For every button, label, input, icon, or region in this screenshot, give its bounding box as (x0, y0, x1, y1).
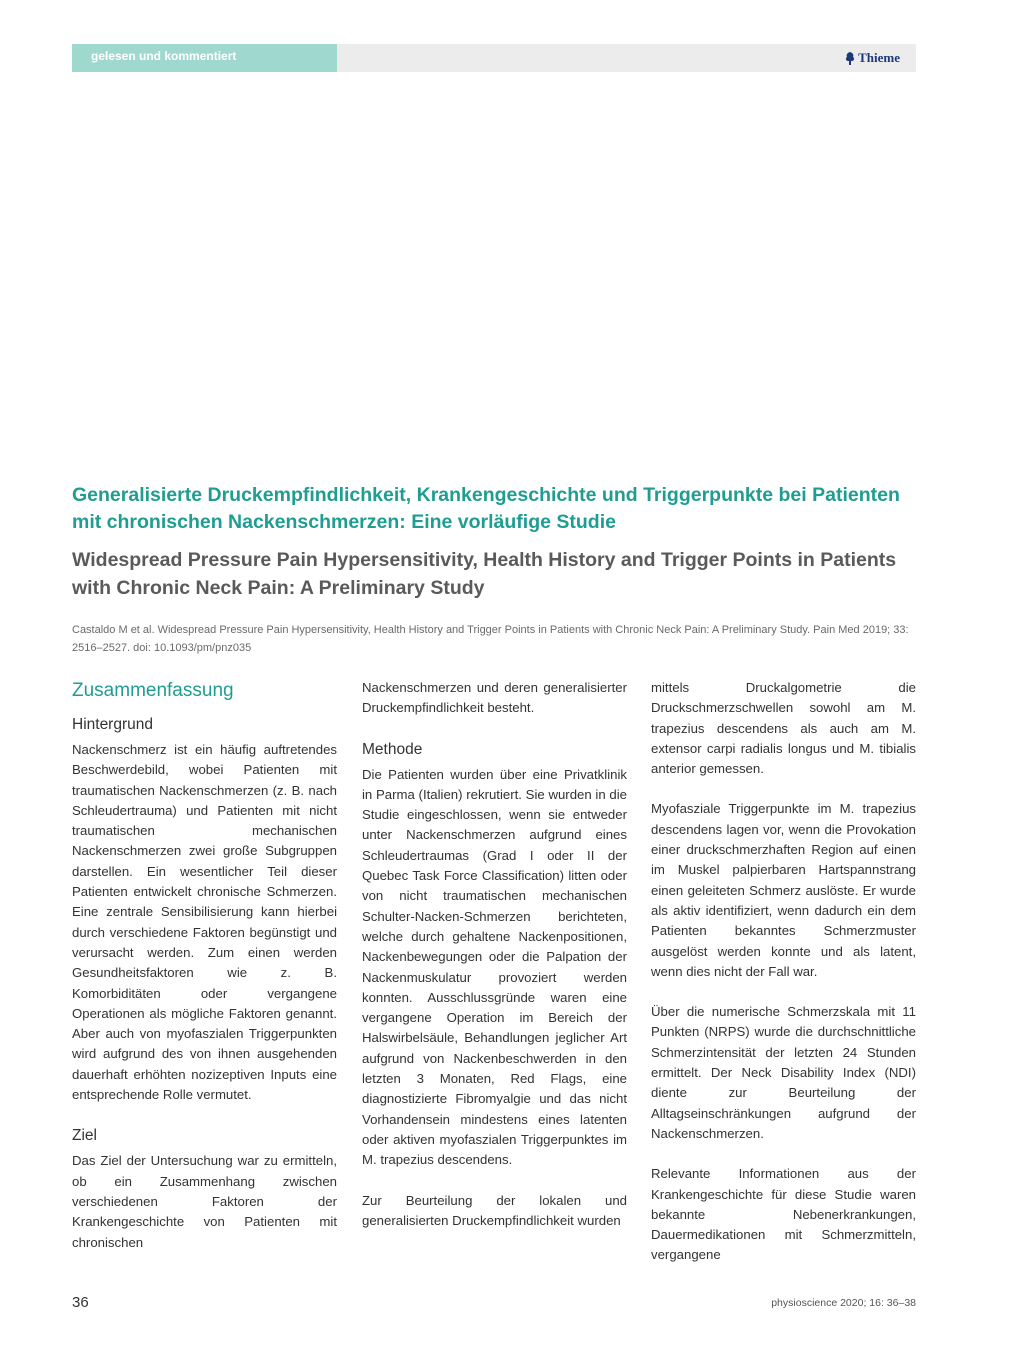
methode-paragraph-4: Über die numerische Schmerzskala mit 11 Punkten (NRPS) wurde die durchschnittliche Schmerzintensität der letzten 24 Stunden ermittelt. Der Neck Disability Index (NDI) diente zur Beurteilung der Alltagseinschränkungen aufgrund der Nackenschmerzen. (651, 1004, 916, 1141)
column-3 (651, 678, 916, 1266)
hintergrund-heading: Hintergrund (72, 716, 153, 733)
citation: Castaldo M et al. Widespread Pressure Pain Hypersensitivity, Health History and Trigger Points in Patients with Chronic Neck Pain: A Preliminary Study. Pain Med 2019; 33: 2516–2527. doi: 10.1093/pm/pnz035 (72, 624, 909, 654)
methode-paragraph-2: Zur Beurteilung der lokalen und generalisierten Druckempfindlichkeit wurden (362, 1192, 627, 1228)
ziel-text: Das Ziel der Untersuchung war zu ermitteln, ob ein Zusammenhang zwischen verschiedenen Faktoren der Krankengeschichte von Patienten mit chronischen (72, 1153, 337, 1250)
methode-paragraph-1: Die Patienten wurden über eine Privatklinik in Parma (Italien) rekrutiert. Sie wurden in die Studie eingeschlossen, wenn sie entweder unter Nackenschmerzen aufgrund eines Schleudertraumas (Grad I oder II der Quebec Task Force Classification) litten oder von nicht traumatischen mechanischen Schulter-Nacken-Schmerzen berichteten, welche durch gehaltene Nackenpositionen, Nackenbewegungen oder die Palpation der Nackenmuskulatur provoziert werden konnten. Ausschlussgründe waren eine vergangene Operation im Bereich der Halswirbelsäule, Behandlungen jeglicher Art aufgrund von Nackenbeschwerden in den letzten 3 Monaten, Red Flags, eine diagnostizierte Fibromyalgie und das nicht Vorhandensein mindestens eines latenten oder aktiven myofaszialen Triggerpunktes im M. trapezius descendens. (362, 766, 627, 1168)
methode-heading: Methode (362, 740, 423, 758)
methode-paragraph-3: Myofasziale Triggerpunkte im M. trapezius descendens lagen vor, wenn die Provokation einer druckschmerzhaften Region auf einen im Muskel palpierbaren Hartspannstrang einen geleiteten Schmerz auslöste. Er wurde als aktiv identifiziert, wenn dadurch ein dem Patienten bekanntes Schmerzmuster ausgelöst werden konnte und als latent, wenn dies nicht der Fall war. (651, 801, 916, 979)
methode-paragraph-2-continued: mittels Druckalgometrie die Druckschmerzschwellen sowohl am M. trapezius descendens als auch am M. extensor carpi radialis longus und M. tibialis anterior gemessen. (651, 680, 916, 777)
methode-paragraph-5: Relevante Informationen aus der Krankengeschichte für diese Studie waren bekannte Nebenerkrankungen, Dauermedikationen mit Schmerzmitteln, vergangene (651, 1166, 916, 1263)
thieme-tree-icon (845, 52, 855, 65)
journal-reference: physioscience 2020; 16: 36–38 (771, 1297, 916, 1309)
column-1 (72, 678, 337, 1253)
article-title-german: Generalisierte Druckempfindlichkeit, Krankengeschichte und Triggerpunkte bei Patienten mit chronischen Nackenschmerzen: Eine vorläufige Studie (72, 484, 900, 533)
ziel-heading: Ziel (72, 1127, 97, 1145)
article-title-english: Widespread Pressure Pain Hypersensitivity, Health History and Trigger Points in Patients with Chronic Neck Pain: A Preliminary Study (72, 549, 897, 599)
column-2 (362, 678, 627, 1231)
hintergrund-text: Nackenschmerz ist ein häufig auftretendes Beschwerdebild, wobei Patienten mit traumatischen Nackenschmerzen (z. B. nach Schleudertrauma) und Patienten mit nicht traumatischen mechanischen Nackenschmerzen zwei große Subgruppen darstellen. Ein wesentlicher Teil dieser Patienten entwickelt chronische Schmerzen. Eine zentrale Sensibilisierung kann hierbei durch verschiedene Faktoren begünstigt und verursacht werden. Zum einen werden Gesundheitsfaktoren wie z. B. Komorbiditäten oder vergangene Operationen als mögliche Faktoren genannt. Aber auch von myofaszialen Triggerpunkten wird aufgrund des von ihnen ausgehenden dauerhaft erhöhten nozizeptiven Inputs eine entsprechende Rolle vermutet. (72, 742, 337, 1103)
page-number: 36 (72, 1294, 89, 1311)
publisher-logo[interactable] (845, 50, 900, 66)
header-bar (72, 44, 916, 72)
ziel-text-continued: Nackenschmerzen und deren generalisierter Druckempfindlichkeit besteht. (362, 680, 627, 716)
logo-text: Thieme (858, 50, 900, 65)
section-tag: gelesen und kommentiert (72, 44, 337, 72)
summary-heading: Zusammenfassung (72, 680, 234, 701)
